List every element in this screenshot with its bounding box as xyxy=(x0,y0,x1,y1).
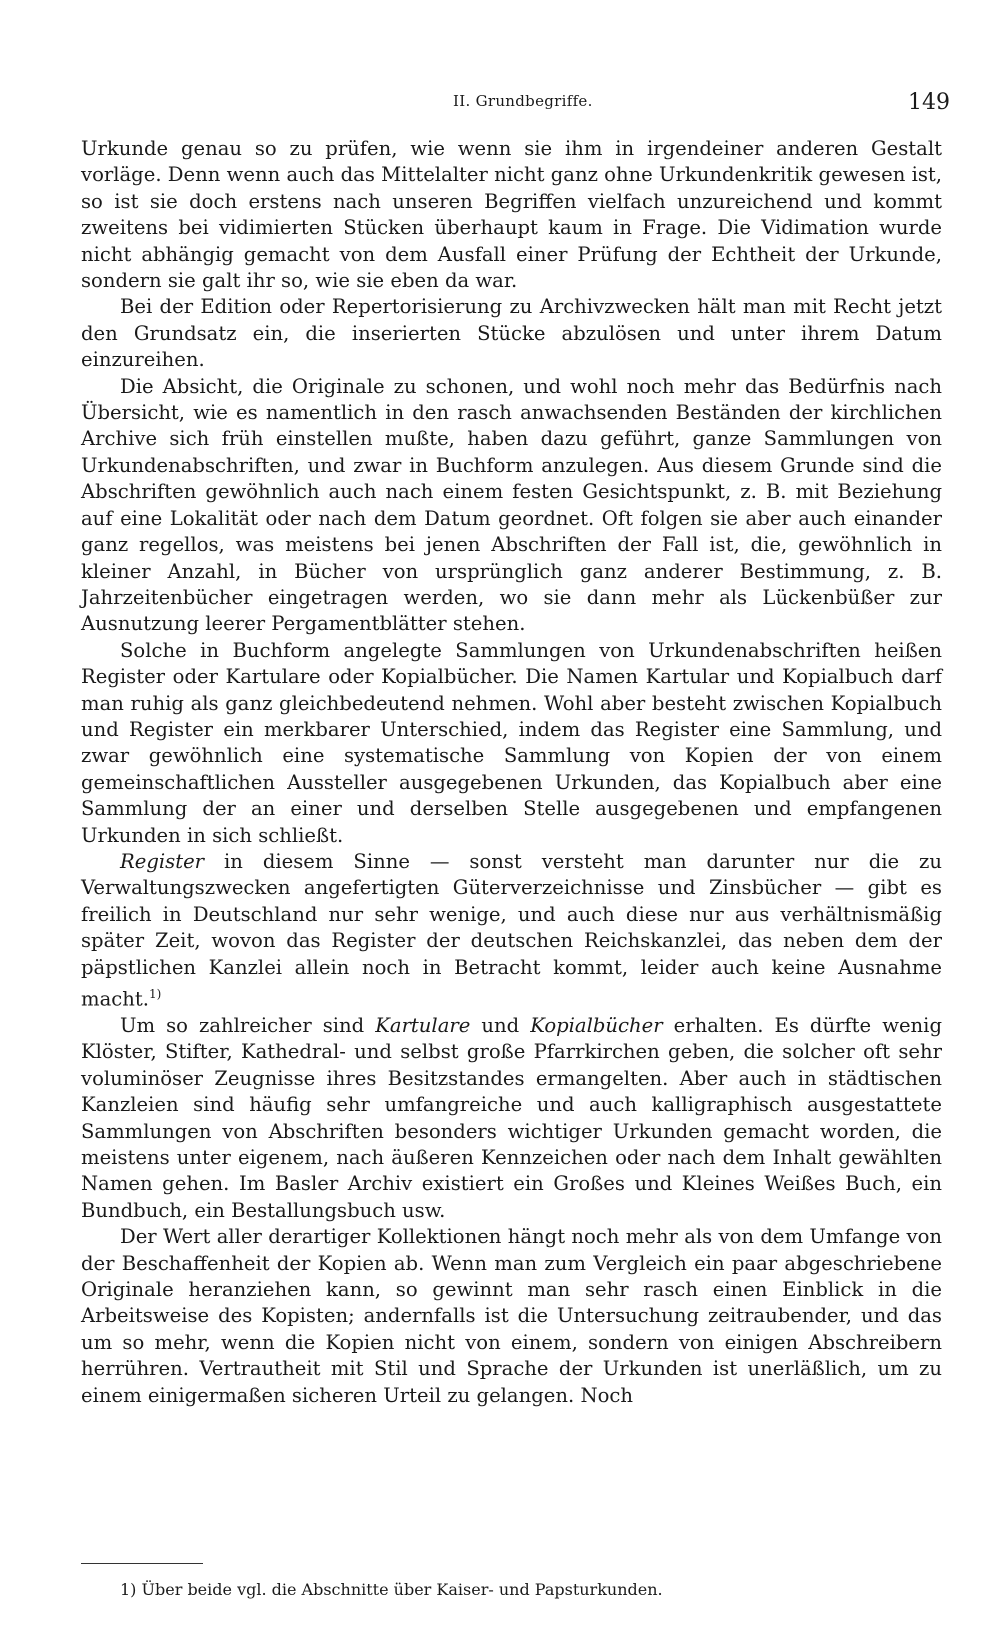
paragraph-6-text-c: erhalten. Es dürfte wenig Klöster, Stifter, Kathedral- und selbst große Pfarrkirchen geben, die solcher oft sehr voluminöser Zeugnisse ihres Besitzstandes ermangelten. Aber auch in städtischen Kanzleien sind häufig sehr umfangreiche und auch kalligraphisch ausgestattete Sammlungen von Abschriften besonders wichtiger Urkunden gemacht worden, die meistens unter eigenem, nach äußeren Kennzeichen oder nach dem Inhalt gewählten Namen gehen. Im Basler Archiv existiert ein Großes und Kleines Weißes Buch, ein Bundbuch, ein Bestallungsbuch usw. xyxy=(81,1013,942,1222)
paragraph-2: Bei der Edition oder Repertorisierung zu Archivzwecken hält man mit Recht jetzt den Grundsatz ein, die inserierten Stücke abzulösen und unter ihrem Datum einzureihen. xyxy=(81,295,942,372)
paragraph-6-text-a: Um so zahlreicher sind xyxy=(120,1013,376,1037)
main-text xyxy=(81,136,942,1409)
chapter-title: II. Grundbegriffe. xyxy=(453,92,593,110)
footnote-reference[interactable]: 1) xyxy=(148,987,162,1001)
paragraph-4: Solche in Buchform angelegte Sammlungen von Urkundenabschriften heißen Register oder Kartulare oder Kopialbücher. Die Namen Kartular und Kopialbuch darf man ruhig als ganz gleichbedeutend nehmen. Wohl aber besteht zwischen Kopialbuch und Register ein merkbarer Unterschied, indem das Register eine Sammlung, und zwar gewöhnlich eine systematische Sammlung von Kopien der von einem gemeinschaftlichen Aussteller ausgegebenen Urkunden, das Kopialbuch aber eine Sammlung der an einer und derselben Stelle ausgegebenen und empfangenen Urkunden in sich schließt. xyxy=(81,638,942,847)
running-header xyxy=(0,92,1000,122)
paragraph-5-text: in diesem Sinne — sonst versteht man darunter nur die zu Verwaltungszwecken angefertigten Güterverzeichnisse und Zinsbücher — gibt es freilich in Deutschland nur sehr wenige, und auch diese nur aus verhältnismäßig später Zeit, wovon das Register der deutschen Reichskanzlei, das neben dem der päpstlichen Kanzlei allein noch in Betracht kommt, leider auch keine Ausnahme macht. xyxy=(81,849,942,1011)
page-number: 149 xyxy=(908,90,950,115)
paragraph-6-text-b: und xyxy=(470,1013,531,1037)
footnote: 1) Über beide vgl. die Abschnitte über Kaiser- und Papsturkunden. xyxy=(120,1580,663,1599)
paragraph-7: Der Wert aller derartiger Kollektionen hängt noch mehr als von dem Umfange von der Beschaffenheit der Kopien ab. Wenn man zum Vergleich ein paar abgeschriebene Originale heranziehen kann, so gewinnt man sehr rasch einen Einblick in die Arbeitsweise des Kopisten; andernfalls ist die Untersuchung zeitraubender, und das um so mehr, wenn die Kopien nicht von einem, sondern von einigen Abschreibern herrühren. Vertrautheit mit Stil und Sprache der Urkunden ist unerläßlich, um zu einem einigermaßen sicheren Urteil zu gelangen. Noch xyxy=(81,1225,942,1407)
paragraph-5 xyxy=(81,849,942,1013)
paragraph-1: Urkunde genau so zu prüfen, wie wenn sie ihm in irgendeiner anderen Gestalt vorläge. Denn wenn auch das Mittelalter nicht ganz ohne Urkundenkritik gewesen ist, so ist sie doch erstens nach unseren Begriffen vielfach unzureichend und kommt zweitens bei vidimierten Stücken überhaupt kaum in Frage. Die Vidimation wurde nicht abhängig gemacht von dem Ausfall einer Prüfung der Echtheit der Urkunde, sondern sie galt ihr so, wie sie eben da war. xyxy=(81,137,942,293)
italic-kartulare: Kartulare xyxy=(375,1013,471,1037)
paragraph-6 xyxy=(81,1013,942,1224)
italic-register: Register xyxy=(120,849,205,873)
footnote-separator xyxy=(81,1563,203,1564)
paragraph-3: Die Absicht, die Originale zu schonen, und wohl noch mehr das Bedürfnis nach Übersicht, wie es namentlich in den rasch anwachsenden Beständen der kirchlichen Archive sich früh einstellen mußte, haben dazu geführt, ganze Sammlungen von Urkundenabschriften, und zwar in Buchform anzulegen. Aus diesem Grunde sind die Abschriften gewöhnlich auch nach einem festen Gesichtspunkt, z. B. mit Beziehung auf eine Lokalität oder nach dem Datum geordnet. Oft folgen sie aber auch einander ganz regellos, was meistens bei jenen Abschriften der Fall ist, die, gewöhnlich in kleiner Anzahl, in Bücher von ursprünglich ganz anderer Bestimmung, z. B. Jahrzeitenbücher eingetragen werden, wo sie dann mehr als Lückenbüßer zur Ausnutzung leerer Pergamentblätter stehen. xyxy=(81,374,942,636)
italic-kopialbuecher: Kopialbücher xyxy=(530,1013,663,1037)
